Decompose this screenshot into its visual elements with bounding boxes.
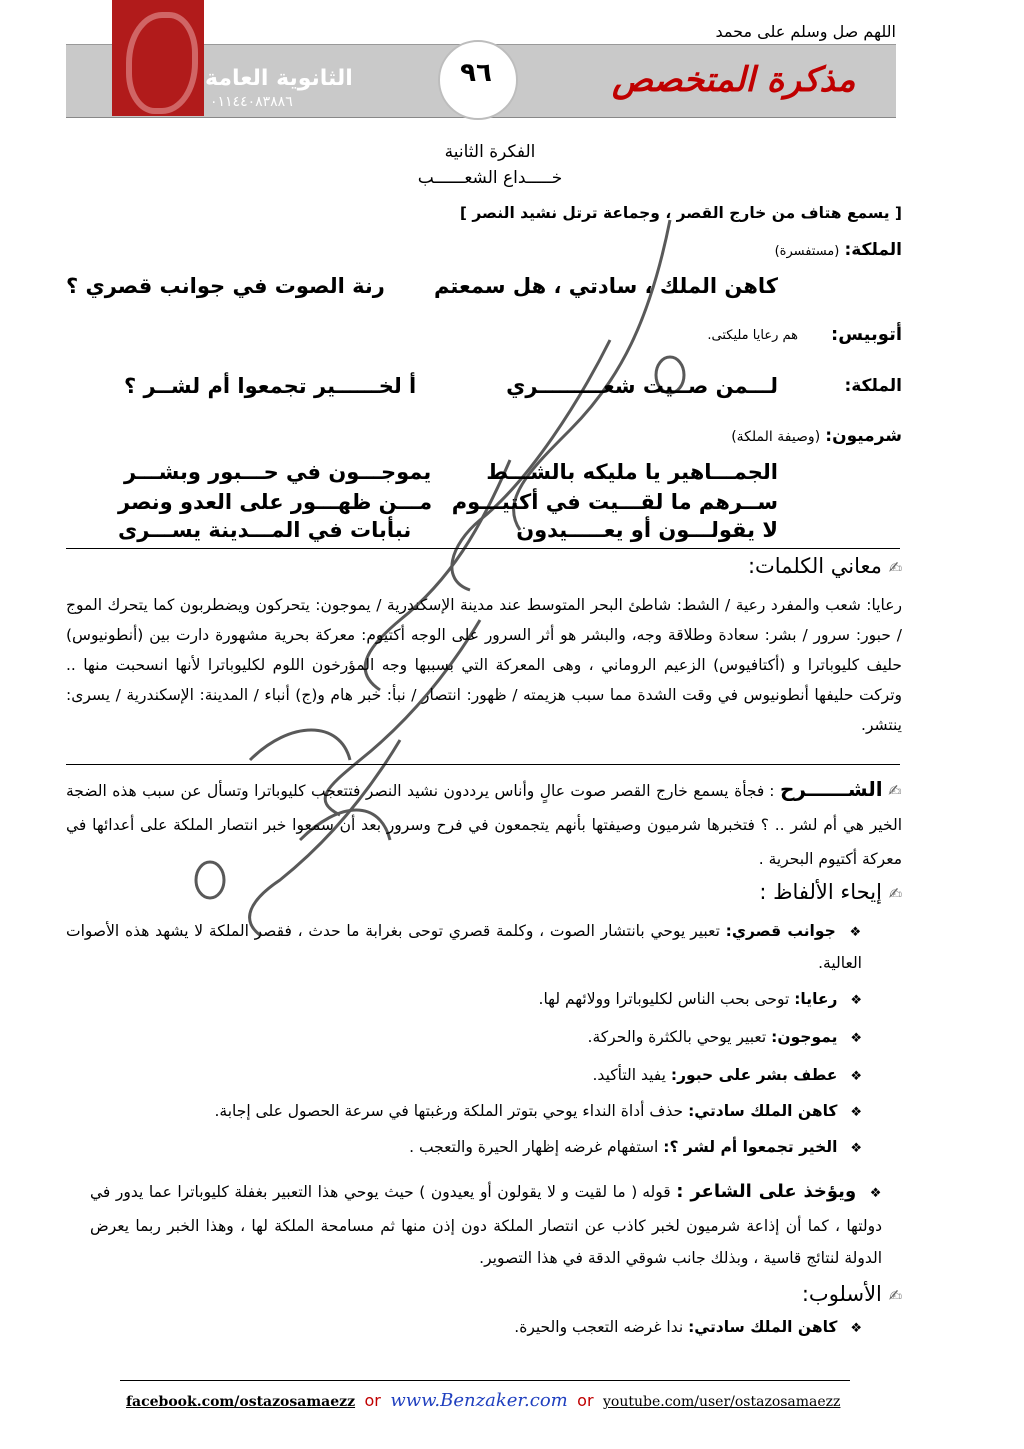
speaker-name: الملكة: [844,240,902,260]
heading-text: الأسلوب: [801,1282,882,1306]
heading-text: إيحاء الألفاظ : [759,880,882,904]
divider [66,548,900,549]
explanation-heading: الشــــــرح [779,777,883,801]
item-term: ويؤخذ على الشاعر : [676,1181,857,1202]
heading-text: معاني الكلمات: [747,554,882,578]
verse-5-right: لا يقولـــون أو يعـــــيدون [516,518,778,542]
footer-separator: or [577,1391,594,1410]
item-text: قوله ( ما لقيت و لا يقولون أو يعيدون ) حيث يوحي هذا التعبير بغفلة كليوباترا عما يدور في دولتها ، كما أن إذاعة شرميون لخبر كاذب عن انتصار الملكة دون إذن منها ثم مسامحة الملكة لها ، وهذا الخبر ربما يعرض الدولة لنتائج قاسية ، وبذلك جانب شوقي الدقة في هذا التصوير. [90,1183,882,1267]
banner-logo-decoration [112,0,204,116]
criticism-item [90,1176,882,1274]
item-term: رعايا: [794,990,838,1008]
speaker-name: أتوبيس: [831,324,902,345]
diamond-bullet-icon: ❖ [869,1186,883,1201]
site-link[interactable]: www.Benzaker.com [390,1390,568,1411]
suggestion-item [593,1066,863,1084]
facebook-link[interactable]: facebook.com/ostazosamaezz [126,1394,356,1410]
suggestion-item [409,1138,862,1156]
section-title: الفكرة الثانية [444,142,536,162]
explanation-block [66,772,902,876]
header-prayer: اللهم صل وسلم على محمد [715,22,896,41]
school-name: الثانوية العامة [205,66,353,91]
divider [66,764,900,765]
suggestions-heading [759,880,902,904]
meanings-paragraph: رعايا: شعب والمفرد رعية / الشط: شاطئ البحر المتوسط عند مدينة الإسكندرية / يموجون: يتحركون ويضطربون كما يتحرك الموج / حبور: سرور / بشر: سعادة وطلاقة وجه، والبشر هو أثر السرور على الوجه أكتيوم: معركة بحرية مشهورة دارت بين (أنطونيوس) حليف كليوباترا و (أكتافيوس) الزعيم الروماني ، وهى المعركة التي بسببها وجه المؤرخون اللوم لكليوباترا لأنها انسحبت منها .. وتركت حليفها أنطونيوس في وقت الشدة مما سبب هزيمته / ظهور: انتصار / نبأ: خبر هام و(ج) أنباء / المدينة: الإسكندرية / يسرى: ينتشر. [66,596,902,734]
writing-hand-icon: ✍ [888,781,903,800]
item-term: جوانب قصري: [725,922,836,940]
item-term: كاهن الملك سادتي: [688,1102,838,1120]
writing-hand-icon: ✍ [888,1286,902,1305]
footer-links [126,1390,840,1411]
item-text: حذف أداة النداء يوحي بتوتر الملكة ورغبتها في سرعة الحصول على إجابة. [214,1102,684,1120]
item-text: استفهام غرضه إظهار الحيرة والتعجب . [409,1138,659,1156]
item-term: كاهن الملك سادتي: [688,1318,838,1336]
verse-4-left: مـــن ظهـــور على العدو ونصر [118,490,433,514]
speaker-name: الملكة: [844,376,902,396]
suggestion-item [214,1102,862,1120]
footer-rule [120,1380,850,1381]
suggestion-item [539,990,862,1008]
stage-direction: [ يسمع هتاف من خارج القصر ، وجماعة ترتل نشيد النصر ] [459,204,902,222]
style-heading [802,1282,902,1306]
verse-4-right: ســرهم ما لقـــيت في أكتيـــوم [451,490,778,514]
item-text: ندا غرضه التعجب والحيرة. [514,1318,684,1336]
verse-1-left: رنة الصوت في جوانب قصري ؟ [66,274,385,298]
style-item [514,1318,862,1336]
item-text: تعبير يوحي بالكثرة والحركة. [587,1028,767,1046]
meanings-heading [748,554,902,578]
writing-hand-icon: ✍ [888,558,902,577]
writing-hand-icon: ✍ [888,884,902,903]
speaker-line-1 [775,240,902,260]
diamond-bullet-icon: ❖ [850,1031,862,1046]
page-number: ٩٦ [460,58,492,88]
speaker-note: (وصيفة الملكة) [731,429,821,445]
verse-3-right: الجمـــاهير يا مليكه بالشـــط [486,460,778,484]
item-term: يموجون: [771,1028,838,1046]
school-phone: ٠١١٤٤٠٨٣٨٨٦ [210,94,293,110]
suggestion-item [588,1028,862,1046]
speaker-note: (مستفسرة) [774,244,840,259]
item-text: توحى بحب الناس لكليوباترا وولائهم لها. [538,990,790,1008]
speaker-line-4 [731,426,902,446]
speaker-note: هم رعايا مليكتى. [707,328,798,343]
suggestion-item [66,916,862,978]
youtube-link[interactable]: youtube.com/user/ostazosamaezz [603,1394,841,1410]
brand-title: مذكرة المتخصص [612,60,856,100]
item-term: عطف بشر على حبور: [670,1066,838,1084]
verse-5-left: نبأبات في المـــدينة يســـرى [118,518,412,542]
diamond-bullet-icon: ❖ [850,1069,862,1084]
verse-2-right: لـــمن صــيت شعـــــــــري [506,374,778,398]
verse-1-right: كاهن الملك ، سادتي ، هل سمعتم [433,274,778,298]
footer-separator: or [364,1391,381,1410]
item-text: تعبير يوحي بانتشار الصوت ، وكلمة قصري توحى بغرابة ما حدث ، فقصر الملكة لا يشهد هذه الأصوات العالية. [66,922,862,972]
diamond-bullet-icon: ❖ [850,1321,862,1336]
section-subtitle: خـــــداع الشعــــــب [417,168,563,188]
verse-3-left: يموجـــون في حـــبور وبشـــر [124,460,432,484]
diamond-bullet-icon: ❖ [849,925,862,940]
diamond-bullet-icon: ❖ [850,993,862,1008]
item-text: يفيد التأكيد. [592,1066,666,1084]
explanation-text: : فجأة يسمع خارج القصر صوت عالٍ وأناس يرددون نشيد النصر فتتعجب كليوباترا وتسأل عن سبب هذه الضجة الخير هي أم لشر .. ؟ فتخبرها شرميون وصيفتها بأنهم يتجمعون في فرح وسرور بعد أن سمعوا خبر انتصار الملكة على أعدائها في معركة أكتيوم البحرية . [66,782,902,868]
diamond-bullet-icon: ❖ [850,1141,862,1156]
item-term: الخير تجمعوا أم لشر ؟: [663,1138,838,1156]
verse-2-left: أ لخــــــير تجمعوا أم لشــر ؟ [124,374,417,398]
speaker-name: شرميون: [825,426,902,446]
diamond-bullet-icon: ❖ [850,1105,862,1120]
